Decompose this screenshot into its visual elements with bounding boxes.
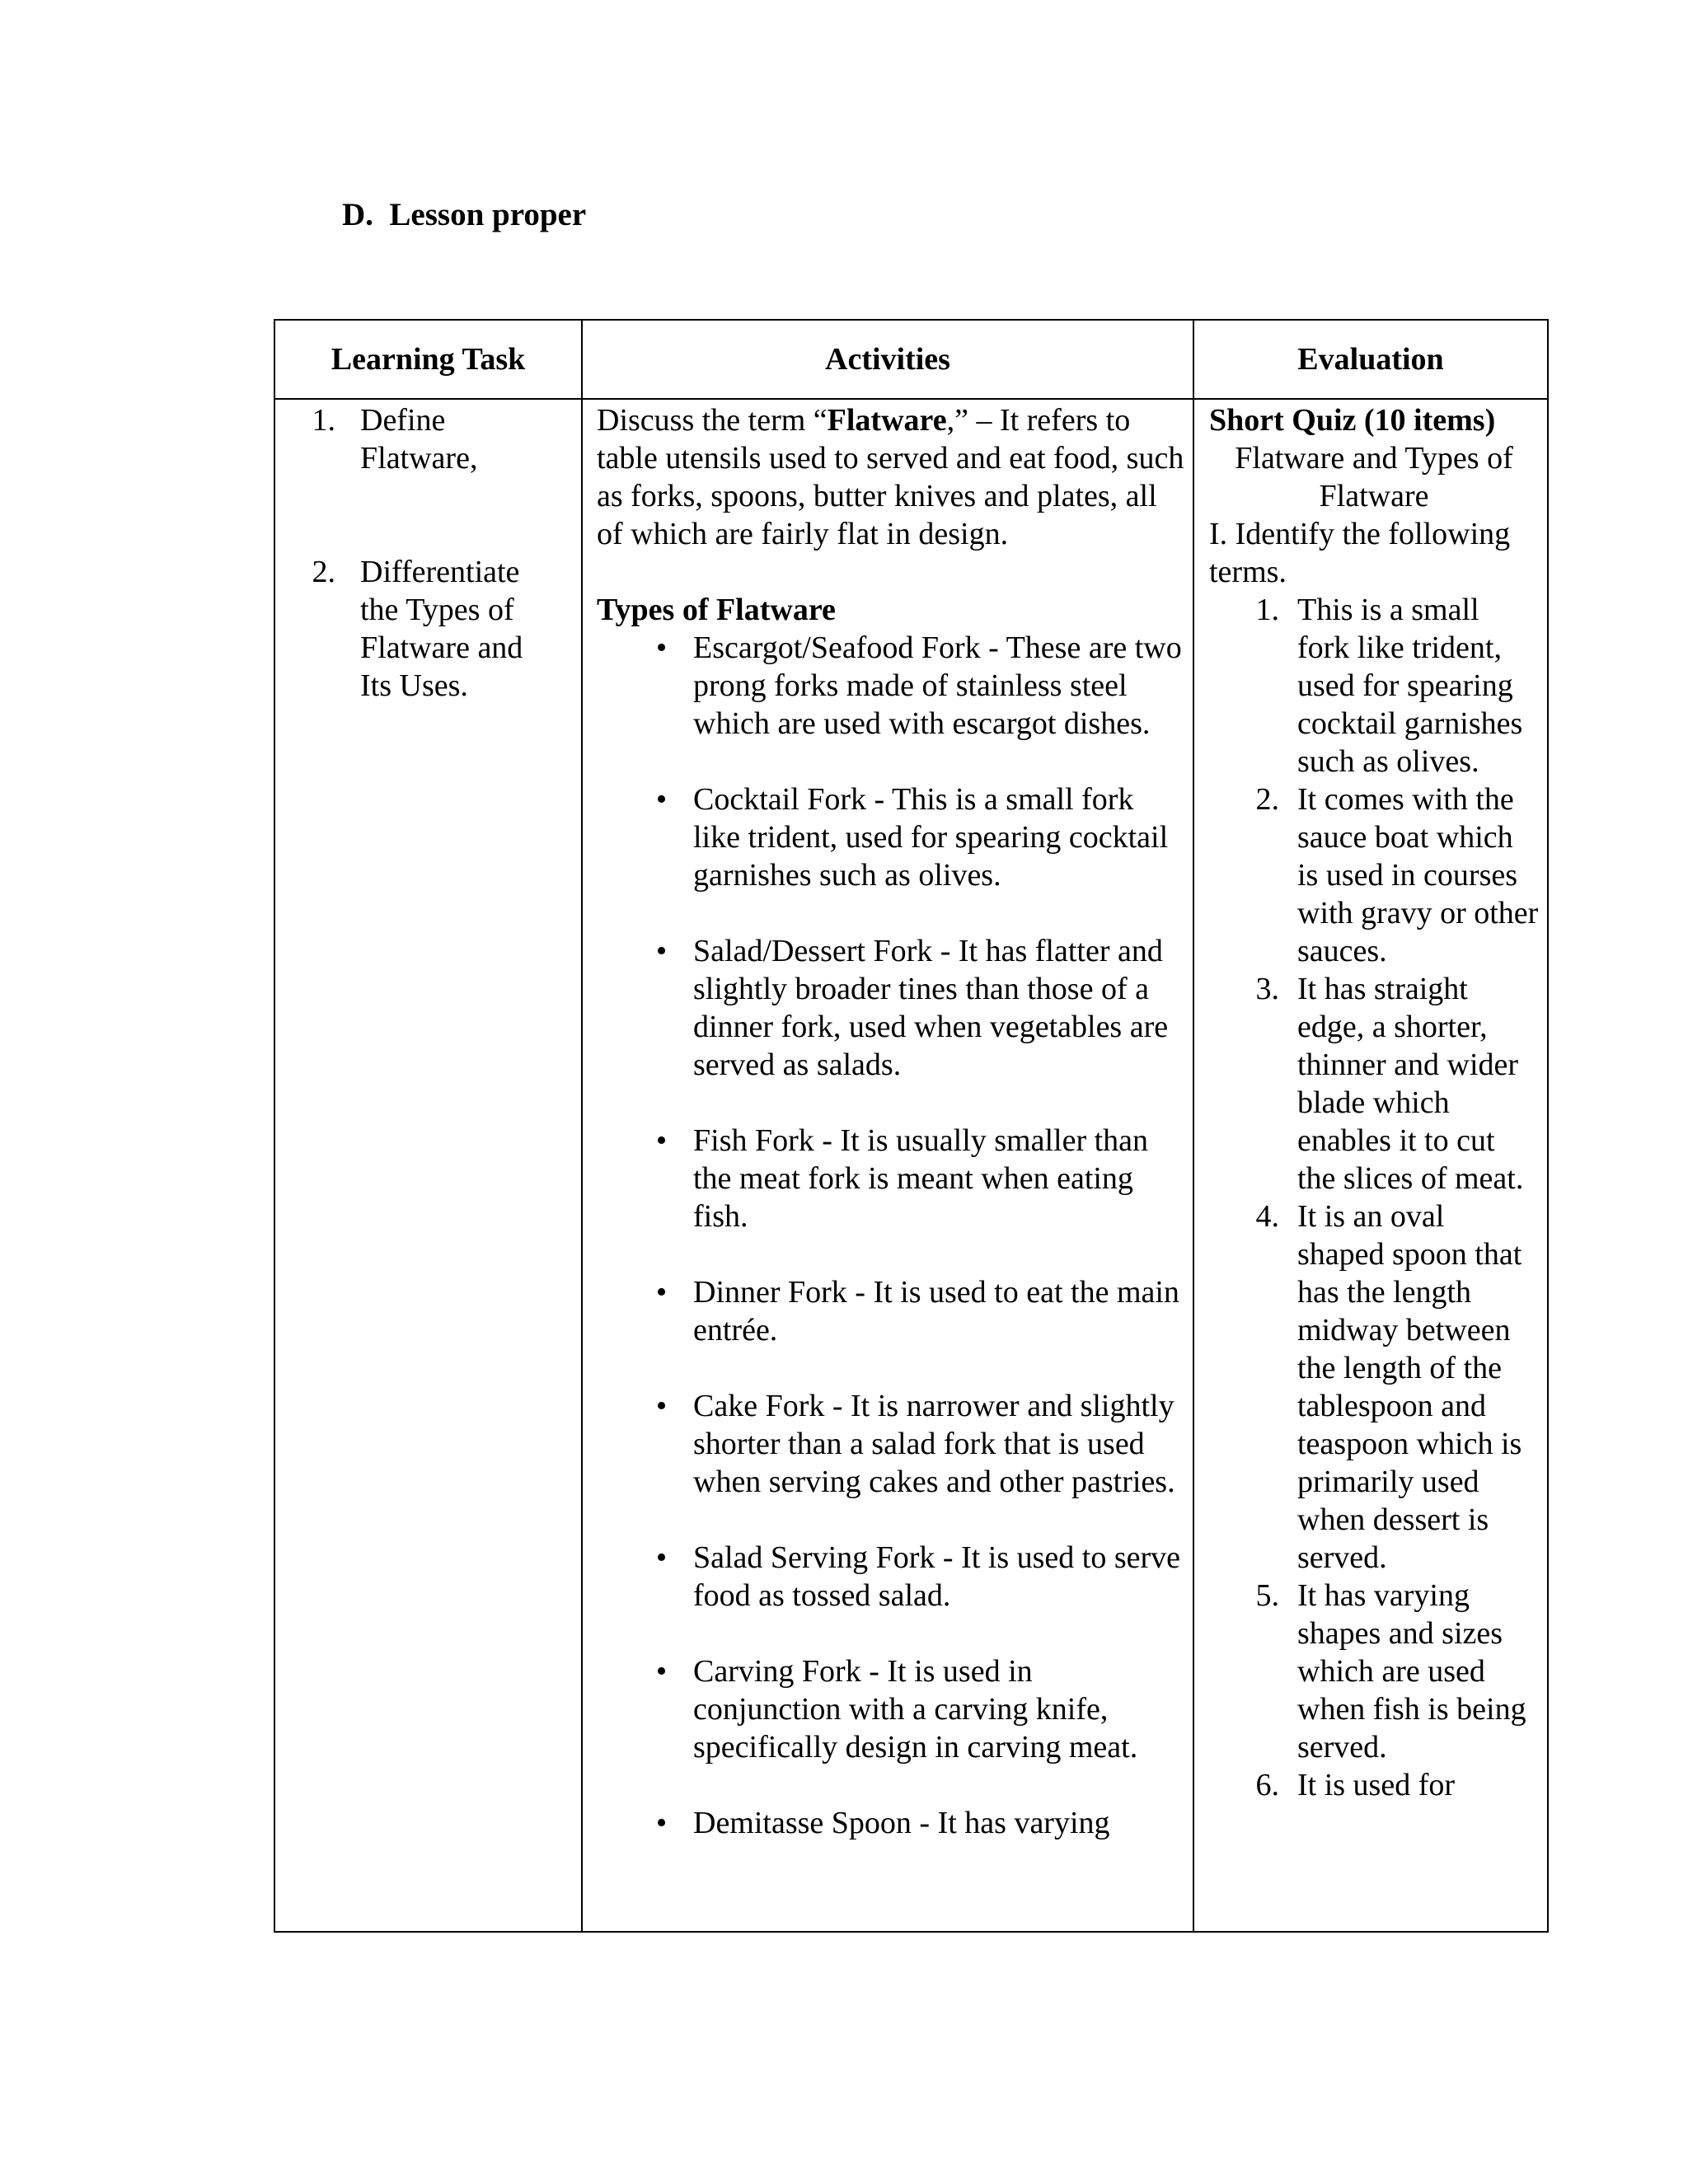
list-item	[597, 1652, 1184, 1766]
quiz-item-number: 1.	[1255, 593, 1279, 627]
quiz-item-number: 2.	[1255, 782, 1279, 817]
definition-text: Discuss the term “	[597, 403, 828, 438]
list-item-text: Escargot/Seafood Fork - These are two prong forks made of stainless steel which are used with escargot dishes.	[693, 630, 1182, 741]
bullet-icon: •	[655, 630, 668, 665]
bullet-icon: •	[655, 1806, 668, 1840]
list-item	[597, 1122, 1184, 1235]
quiz-item-text: This is a small fork like trident, used for spearing cocktail garnishes such as olives.	[1297, 593, 1523, 779]
list-item	[597, 1273, 1184, 1349]
task-text: Differentiate the Types of Flatware and Its Uses.	[360, 555, 523, 703]
list-item	[597, 1387, 1184, 1501]
quiz-item-text: It has straight edge, a shorter, thinner and wider blade which enables it to cut the slices of meat.	[1297, 972, 1524, 1196]
table-body-row	[274, 399, 1548, 1932]
list-item-text: Carving Fork - It is used in conjunction with a carving knife, specifically design in carving meat.	[693, 1654, 1138, 1765]
list-item-text: Salad Serving Fork - It is used to serve food as tossed salad.	[693, 1540, 1181, 1613]
definition-text: ,” – It refers to table utensils used to served and eat food, such as forks, spoons, butter knives and plates, all of which are fairly flat in design.	[597, 403, 1184, 551]
types-title: Types of Flatware	[597, 593, 836, 627]
list-item	[597, 932, 1184, 1084]
quiz-subtitle: Flatware and Types of Flatware	[1235, 441, 1513, 513]
quiz-instruction: I. Identify the following terms.	[1209, 517, 1511, 589]
quiz-item	[1209, 1577, 1539, 1766]
learning-task-cell	[274, 399, 582, 1932]
header-evaluation: Evaluation	[1193, 320, 1548, 399]
lesson-table	[274, 319, 1549, 1933]
list-item-text: Demitasse Spoon - It has varying	[693, 1806, 1110, 1840]
bullet-icon: •	[655, 782, 668, 817]
task-item	[275, 401, 581, 477]
quiz-item-number: 4.	[1255, 1199, 1279, 1234]
flatware-definition	[597, 401, 1184, 553]
list-item	[597, 629, 1184, 743]
bullet-icon: •	[655, 1654, 668, 1689]
header-learning-task: Learning Task	[274, 320, 582, 399]
quiz-title: Short Quiz (10 items)	[1209, 403, 1496, 438]
evaluation-cell	[1193, 399, 1548, 1932]
list-item-text: Fish Fork - It is usually smaller than the meat fork is meant when eating fish.	[693, 1123, 1149, 1234]
list-item-text: Cake Fork - It is narrower and slightly shorter than a salad fork that is used when serving cakes and other pastries.	[693, 1389, 1175, 1499]
definition-term: Flatware	[827, 403, 947, 438]
quiz-item	[1209, 1766, 1539, 1804]
quiz-items	[1209, 591, 1539, 1804]
quiz-item-number: 6.	[1255, 1768, 1279, 1802]
task-text: Define Flatware,	[360, 403, 478, 476]
types-list	[597, 629, 1184, 1842]
list-item-text: Cocktail Fork - This is a small fork like trident, used for spearing cocktail garnishes such as olives.	[693, 782, 1169, 893]
quiz-item-text: It comes with the sauce boat which is used in courses with gravy or other sauces.	[1297, 782, 1539, 968]
quiz-item-text: It is used for	[1297, 1768, 1456, 1802]
list-item	[597, 1539, 1184, 1615]
activities-cell	[582, 399, 1193, 1932]
bullet-icon: •	[655, 1389, 668, 1423]
quiz-item-number: 3.	[1255, 972, 1279, 1006]
quiz-item	[1209, 970, 1539, 1197]
section-heading: D. Lesson proper	[342, 197, 587, 232]
header-activities: Activities	[582, 320, 1193, 399]
bullet-icon: •	[655, 934, 668, 968]
list-item-text: Salad/Dessert Fork - It has flatter and slightly broader tines than those of a dinner fork, used when vegetables are served as salads.	[693, 934, 1169, 1082]
bullet-icon: •	[655, 1123, 668, 1158]
quiz-item	[1209, 591, 1539, 780]
list-item-text: Dinner Fork - It is used to eat the main entrée.	[693, 1275, 1179, 1347]
task-number: 2.	[312, 555, 335, 589]
quiz-item	[1209, 780, 1539, 970]
table-header-row	[274, 320, 1548, 399]
bullet-icon: •	[655, 1540, 668, 1575]
quiz-item-text: It has varying shapes and sizes which are used when fish is being served.	[1297, 1578, 1526, 1765]
task-number: 1.	[312, 403, 335, 438]
list-item	[597, 780, 1184, 894]
quiz-item	[1209, 1197, 1539, 1577]
task-item	[275, 553, 581, 705]
quiz-item-number: 5.	[1255, 1578, 1279, 1613]
bullet-icon: •	[655, 1275, 668, 1310]
list-item	[597, 1804, 1184, 1842]
quiz-item-text: It is an oval shaped spoon that has the length midway between the length of the tablespoon and teaspoon which is primarily used when dessert is served.	[1297, 1199, 1522, 1575]
